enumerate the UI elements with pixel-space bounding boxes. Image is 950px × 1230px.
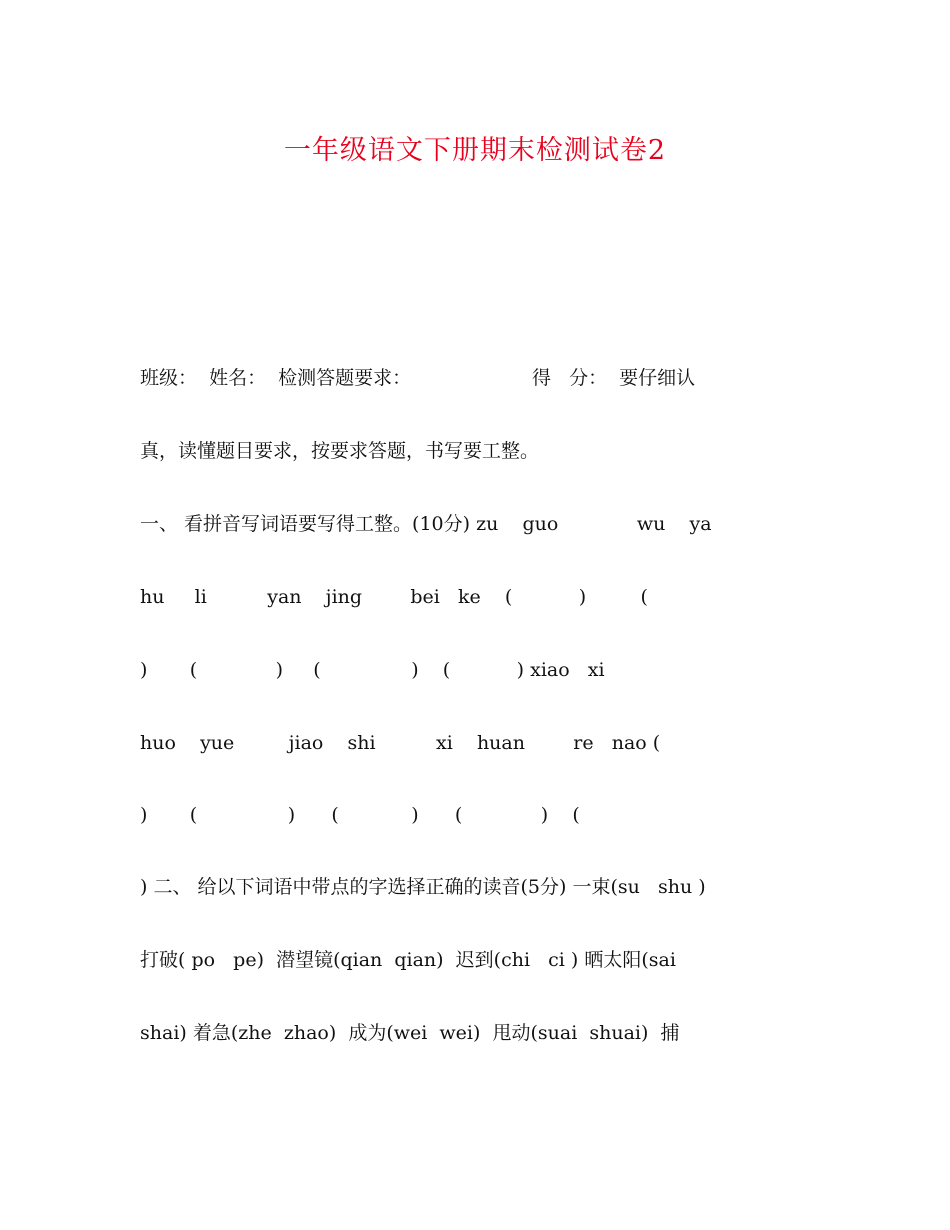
text-line: 打破( po pe) 潜望镜(qian qian) 迟到(chi ci ) 晒太阳(sai: [140, 949, 676, 971]
text-line: shai) 着急(zhe zhao) 成为(wei wei) 甩动(suai shuai) 捕: [140, 1022, 680, 1044]
text-line: 真，读懂题目要求，按要求答题，书写要工整。: [140, 440, 540, 462]
text-line: 班级： 姓名： 检测答题要求： 得 分： 要仔细认: [140, 367, 696, 389]
text-line: hu li yan jing bei ke ( ) (: [140, 586, 648, 608]
text-line: 一、 看拼音写词语要写得工整。(10分) zu guo wu ya: [140, 513, 712, 535]
document-title: 一年级语文下册期末检测试卷2: [283, 135, 667, 166]
text-line: ) ( ) ( ) ( ) (: [140, 804, 580, 826]
text-line: ) ( ) ( ) ( ) xiao xi: [140, 659, 605, 681]
text-line: huo yue jiao shi xi huan re nao (: [140, 732, 661, 754]
text-line: ) 二、 给以下词语中带点的字选择正确的读音(5分) 一束(su shu ): [140, 876, 706, 898]
